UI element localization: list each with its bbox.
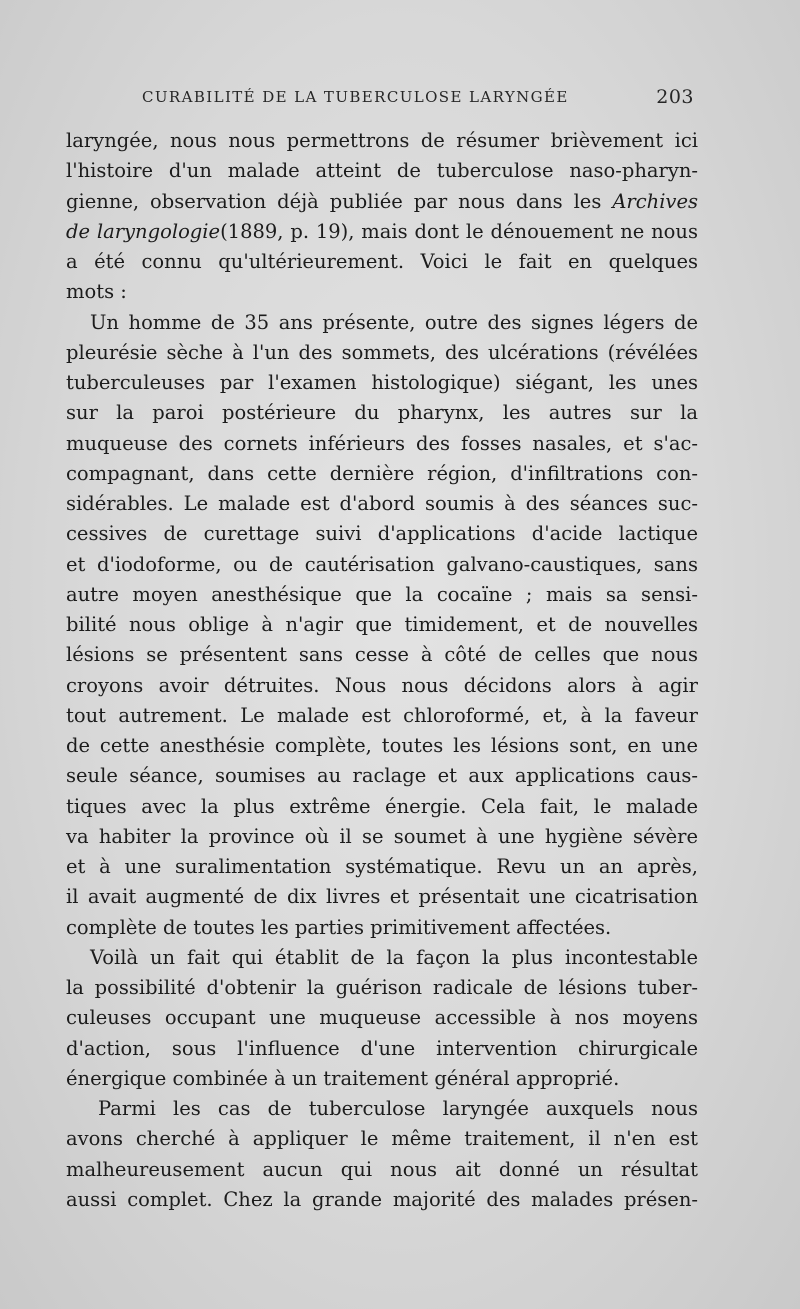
- text-fragment: (1889, p. 19), mais dont le dénouement ne nous: [220, 219, 698, 243]
- text-line: culeuses occupant une muqueuse accessible à nos moyens: [66, 1006, 698, 1030]
- paragraph-4: [66, 1094, 698, 1215]
- text-line: et d'iodoforme, ou de cautérisation galvano-caustiques, sans: [66, 552, 698, 576]
- text-line: bilité nous oblige à n'agir que timidement, et de nouvelles: [66, 613, 698, 636]
- text-line: Voilà un fait qui établit de la façon la plus incontestable: [90, 945, 698, 969]
- text-line: tiques avec la plus extrême énergie. Cela fait, le malade: [66, 794, 698, 818]
- text-line: pleurésie sèche à l'un des sommets, des ulcérations (révélées: [66, 340, 698, 364]
- text-line: sidérables. Le malade est d'abord soumis à des séances suc-: [66, 492, 698, 515]
- journal-title-part: de laryngologie: [66, 219, 221, 243]
- text-line: lésions se présentent sans cesse à côté de celles que nous: [66, 643, 698, 667]
- running-title: CURABILITÉ DE LA TUBERCULOSE LARYNGÉE: [142, 88, 569, 106]
- text-line: va habiter la province où il se soumet à une hygiène sévère: [66, 824, 698, 848]
- text-fragment: gienne, observation déjà publiée par nous dans les: [66, 189, 602, 213]
- running-head: [142, 88, 694, 114]
- journal-title-part: Archives: [612, 189, 698, 213]
- body-text: [66, 126, 698, 1215]
- paragraph-3: [66, 943, 698, 1094]
- text-line: a été connu qu'ultérieurement. Voici le fait en quelques: [66, 250, 698, 273]
- text-line: de cette anesthésie complète, toutes les lésions sont, en une: [66, 734, 698, 757]
- text-line: Parmi les cas de tuberculose laryngée auxquels nous: [98, 1097, 698, 1120]
- paragraph-1: [66, 126, 698, 308]
- text-line: seule séance, soumises au raclage et aux applications caus-: [66, 764, 698, 788]
- text-line: muqueuse des cornets inférieurs des fosses nasales, et s'ac-: [66, 431, 698, 455]
- text-line: énergique combinée à un traitement général approprié.: [66, 1066, 620, 1090]
- text-line: malheureusement aucun qui nous ait donné un résultat: [66, 1157, 698, 1181]
- text-line: complète de toutes les parties primitivement affectées.: [66, 915, 612, 939]
- text-line: tout autrement. Le malade est chloroformé, et, à la faveur: [66, 703, 698, 727]
- text-line: l'histoire d'un malade atteint de tuberculose naso-pharyn-: [66, 159, 698, 183]
- text-line: autre moyen anesthésique que la cocaïne ; mais sa sensi-: [66, 582, 698, 606]
- paragraph-2: [66, 308, 698, 943]
- text-line: [66, 187, 698, 217]
- text-line: la possibilité d'obtenir la guérison radicale de lésions tuber-: [66, 976, 698, 999]
- text-line: [66, 217, 698, 247]
- text-line: mots :: [66, 280, 127, 304]
- text-line: d'action, sous l'influence d'une intervention chirurgicale: [66, 1036, 698, 1060]
- text-line: aussi complet. Chez la grande majorité des malades présen-: [66, 1187, 698, 1211]
- text-line: cessives de curettage suivi d'applications d'acide lactique: [66, 522, 698, 546]
- page-number: 203: [656, 86, 694, 108]
- text-line: laryngée, nous nous permettrons de résumer brièvement ici: [66, 129, 698, 152]
- text-line: croyons avoir détruites. Nous nous décidons alors à agir: [66, 673, 698, 697]
- text-line: et à une suralimentation systématique. Revu un an après,: [66, 855, 698, 878]
- text-line: Un homme de 35 ans présente, outre des signes légers de: [90, 310, 698, 334]
- text-line: sur la paroi postérieure du pharynx, les autres sur la: [66, 401, 698, 425]
- text-line: tuberculeuses par l'examen histologique) siégant, les unes: [66, 371, 698, 394]
- text-line: avons cherché à appliquer le même traitement, il n'en est: [66, 1127, 698, 1151]
- text-line: compagnant, dans cette dernière région, d'infiltrations con-: [66, 461, 698, 485]
- text-line: il avait augmenté de dix livres et présentait une cicatrisation: [66, 885, 698, 909]
